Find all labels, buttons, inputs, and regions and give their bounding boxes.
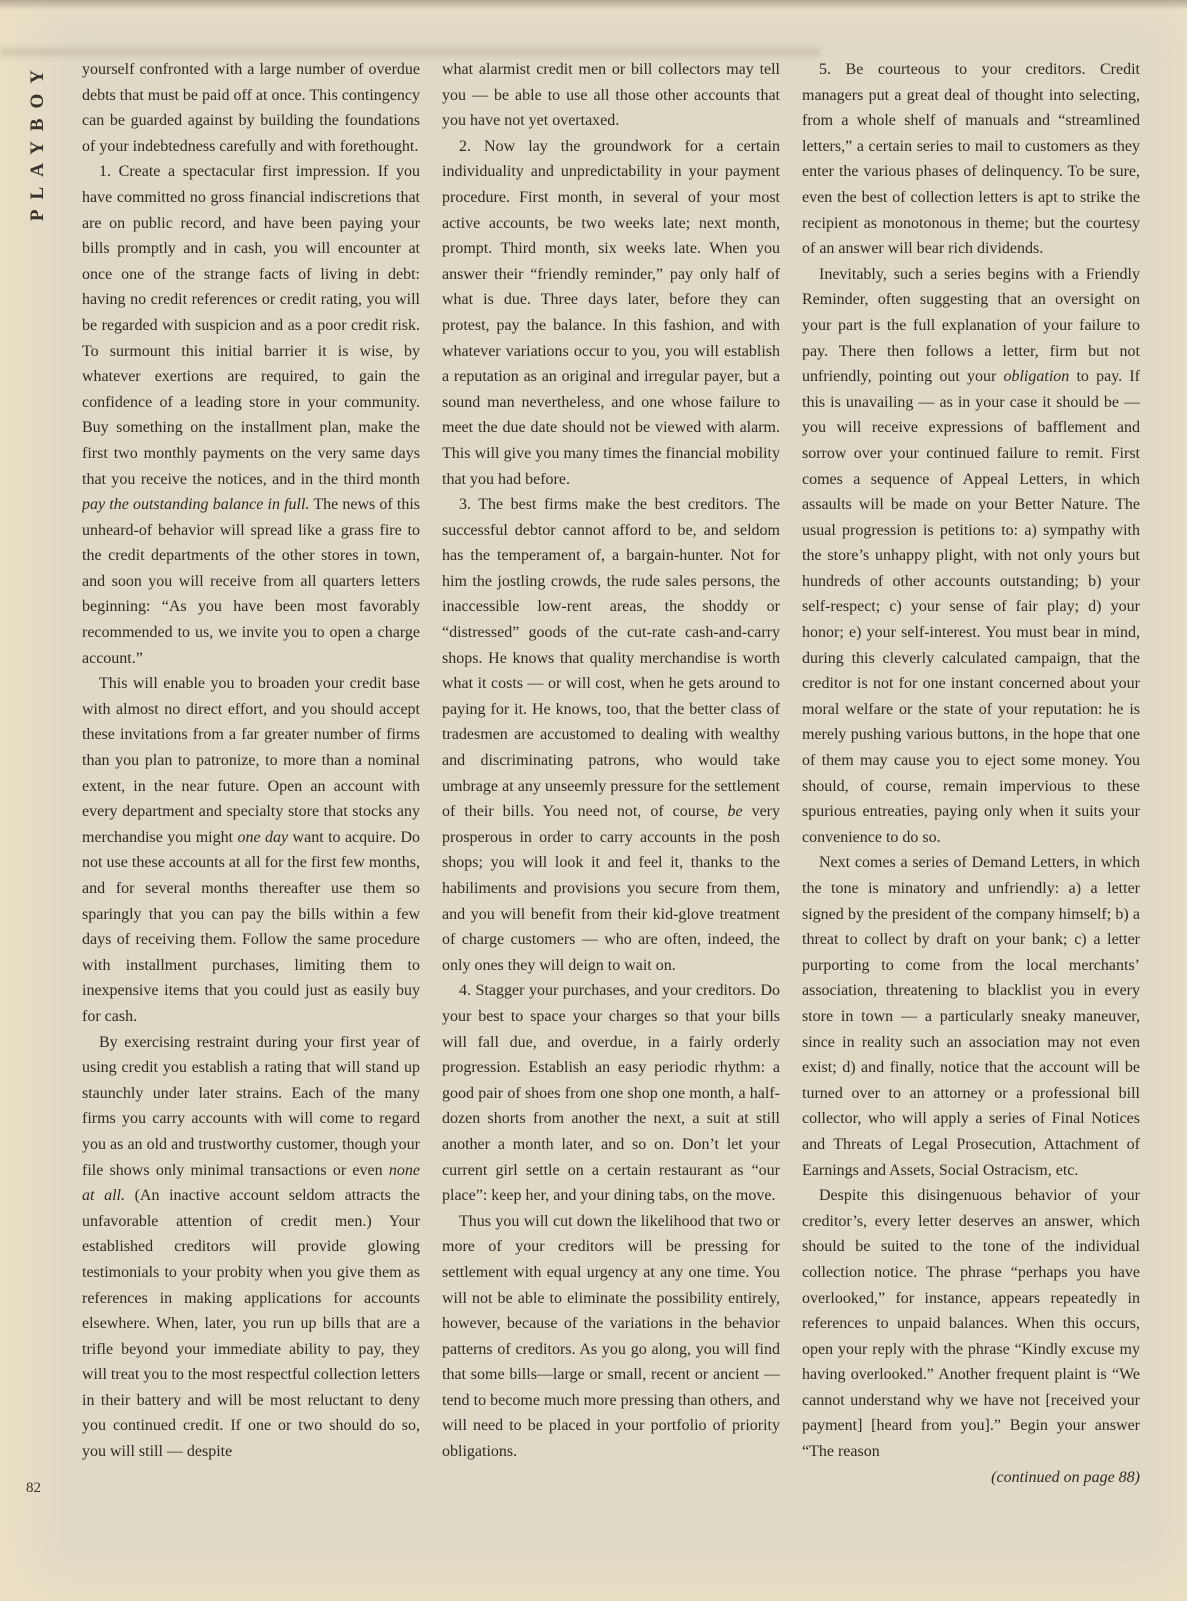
italic-text-segment: pay the outstanding balance in full. [82,496,310,514]
text-segment: Thus you will cut down the likelihood that two or more of your creditors will be pressing for settlement with equal urgency at any one time. You will not be able to eliminate the possibility entirely, however, because of the variations in the behavior patterns of creditors. As you go along, you will find that some bills—large or small, recent or ancient — tend to become much more pressing than others, and will need to be placed in your portfolio of priority obligations. [442,1212,780,1461]
paragraph [802,1183,1140,1465]
text-segment: what alarmist credit men or bill collectors may tell you — be able to use all those other accounts that you have not yet overtaxed. [442,61,780,130]
paragraph [442,1209,780,1465]
paragraph [802,57,1140,262]
paragraph [82,671,420,1029]
italic-text-segment: obligation [1003,368,1070,386]
italic-text-segment: (continued on page 88) [991,1468,1140,1486]
text-column-3 [802,57,1140,1567]
text-segment: very prosperous in order to carry accounts in the posh shops; you will look it and feel it, thanks to the habiliments and provisions you secure from them, and you will benefit from their kid-glove treatment of charge customers — who are often, indeed, the only ones they will deign to wait on. [442,803,780,974]
text-segment: 3. The best firms make the best creditors. The successful debtor cannot afford to be, and seldom has the temperament of, a bargain-hunter. Not for him the jostling crowds, the rude sales persons, the inaccessible low-rent areas, the shoddy or “distressed” goods of the cut-rate cash-and-carry shops. He knows that quality merchandise is worth what it costs — or will cost, when he gets around to paying for it. He knows, too, that the better class of tradesmen are accustomed to dealing with wealthy and discriminating patrons, who would take umbrage at any unseemly pressure for the settlement of their bills. You need not, of course, [442,496,780,821]
text-segment: The news of this unheard-of behavior will spread like a grass fire to the credit departments of the other stores in town, and soon you will receive from all quarters letters beginning: “As you have been most favorably recommended to us, we invite you to open a charge account.” [82,496,421,667]
text-segment: This will enable you to broaden your credit base with almost no direct effort, and you should accept these invitations from a far greater number of firms than you plan to patronize, to more than a nominal extent, in the near future. Open an account with every department and specialty store that stocks any merchandise you might [82,675,420,846]
text-segment: 1. Create a spectacular first impression. If you have committed no gross financial indiscretions that are on public record, and have been paying your bills promptly and in cash, you will encounter at once one of the strange facts of living in debt: having no credit references or credit rating, you will be regarded with suspicion and as a poor credit risk. To surmount this initial barrier it is wise, by whatever exertions are required, to gain the confidence of a leading store in your community. Buy something on the installment plan, make the first two monthly payments on the very same days that you receive the notices, and in the third month [82,163,420,488]
paragraph [82,159,420,671]
paragraph [802,850,1140,1183]
text-segment: Despite this disingenuous behavior of your creditor’s, every letter deserves an answer, which should be suited to the tone of the individual collection notice. The phrase “perhaps you have overlooked,” for instance, appears repeatedly in references to unpaid balances. When this occurs, open your reply with the phrase “Kindly excuse my having overlooked.” Another frequent plaint is “We cannot understand why we have not [received your payment] [heard from you].” Begin your answer “The reason [802,1187,1140,1461]
continued-notice [802,1465,1140,1491]
paragraph [82,1030,420,1465]
paragraph [442,57,780,134]
text-segment: Next comes a series of Demand Letters, in which the tone is minatory and unfriendly: a) a letter signed by the president of the company himself; b) a threat to collect by draft on your bank; c) a letter purporting to come from the local merchants’ association, threatening to blacklist you in every store in town — a particularly sneaky maneuver, since in reality such an association may not even exist; d) and finally, notice that the account will be turned over to an attorney or a professional bill collector, who will apply a series of Final Notices and Threats of Legal Prosecution, Attachment of Earnings and Assets, Social Ostracism, etc. [802,854,1140,1179]
text-segment: Inevitably, such a series begins with a Friendly Reminder, often suggesting that an oversight on your part is the full explanation of your failure to pay. There then follows a letter, firm but not unfriendly, pointing out your [802,265,1140,386]
paragraph [442,978,780,1208]
text-segment: 4. Stagger your purchases, and your creditors. Do your best to space your charges so that your bills will fall due, and overdue, in a fairly orderly progression. Establish an easy periodic rhythm: a good pair of shoes from one shop one month, a half-dozen shorts from another the next, a suit at still another a month later, and so on. Don’t let your current girl settle on a certain restaurant as “our place”: keep her, and your dining tabs, on the move. [442,982,780,1205]
text-segment: By exercising restraint during your first year of using credit you establish a rating that will stand up staunchly under later strains. Each of the many firms you carry accounts with will come to regard you as an old and trustworthy customer, though your file shows only minimal transactions or even [82,1033,420,1179]
italic-text-segment: one day [237,828,289,846]
paragraph [442,492,780,978]
text-segment: yourself confronted with a large number of overdue debts that must be paid off at once. This contingency can be guarded against by building the foundations of your indebtedness carefully and with forethought. [82,61,420,155]
page-number: 82 [26,1480,41,1496]
text-column-2 [442,57,780,1567]
text-segment: to pay. If this is unavailing — as in your case it should be — you will receive expressions of bafflement and sorrow over your continued failure to remit. First comes a sequence of Appeal Letters, in which assaults will be made on your Better Nature. The usual progression is petitions to: a) sympathy with the store’s unhappy plight, with not only yours but hundreds of other accounts outstanding; b) your self-respect; c) your sense of fair play; d) your honor; e) your self-interest. You must bear in mind, during this cleverly calculated campaign, that the creditor is not for one instant concerned about your moral welfare or the state of your reputation: he is merely pushing various buttons, in the hope that one of them may cause you to eject some money. You should, of course, remain impervious to these spurious entreaties, paying only when it suits your convenience to do so. [802,368,1140,846]
magazine-spine-title: PLAYBOY [27,60,48,222]
scan-fold-streak [0,48,820,56]
text-segment: want to acquire. Do not use these accounts at all for the first few months, and for several months thereafter use them so sparingly that you can pay the bills within a few days of receiving them. Follow the same procedure with installment purchases, limiting them to inexpensive items that you could just as easily buy for cash. [82,828,421,1025]
text-column-1 [82,57,420,1567]
italic-text-segment: be [727,803,743,821]
italic-text-segment: none at all. [82,1161,420,1205]
paragraph [82,57,420,159]
page-top-shadow [0,0,1187,10]
text-segment: (An inactive account seldom attracts the unfavorable attention of credit men.) Your established creditors will provide glowing testimonials to your probity when you give them as references in making applications for accounts elsewhere. When, later, you run up bills that are a trifle beyond your immediate ability to pay, they will treat you to the most respectful collection letters in their battery and will be most reluctant to deny you continued credit. If one or two should do so, you will still — despite [82,1187,420,1461]
paragraph [442,134,780,492]
paragraph [802,262,1140,851]
text-segment: 5. Be courteous to your creditors. Credit managers put a great deal of thought into selecting, from a whole shelf of manuals and “streamlined letters,” a certain series to mail to customers as they enter the various phases of delinquency. To be sure, even the best of collection letters is apt to strike the recipient as monotonous in theme; but the courtesy of an answer will bear rich dividends. [802,61,1140,258]
article-body [82,57,1140,1567]
text-segment: 2. Now lay the groundwork for a certain individuality and unpredictability in your payment procedure. First month, in several of your most active accounts, be two weeks late; next month, prompt. Third month, six weeks late. When you answer their “friendly reminder,” pay only half of what is due. Three days later, before they can protest, pay the balance. In this fashion, and with whatever variations occur to you, you will establish a reputation as an original and irregular payer, but a sound man nevertheless, and one whose failure to meet the due date should not be viewed with alarm. This will give you many times the financial mobility that you had before. [442,137,780,488]
